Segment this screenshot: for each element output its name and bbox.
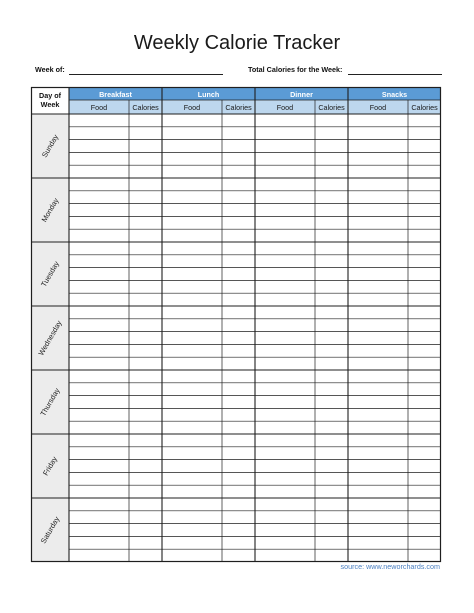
calories-subheader-label: Calories (132, 102, 159, 112)
total-calories-label: Total Calories for the Week: (248, 65, 343, 74)
meal-header-label: Lunch (197, 89, 220, 99)
food-subheader-label: Food (276, 102, 294, 112)
source-credit[interactable]: source: www.neworchards.com (340, 562, 440, 571)
day-label: Thursday (38, 386, 62, 418)
table-gridlines (31, 87, 441, 562)
day-label: Tuesday (39, 259, 61, 289)
meal-header-label: Dinner (290, 89, 313, 99)
meal-header-label: Breakfast (99, 89, 132, 99)
table-border (32, 88, 441, 562)
food-subheader-label: Food (90, 102, 108, 112)
day-label: Wednesday (36, 318, 64, 358)
day-label: Sunday (39, 132, 61, 160)
week-of-field[interactable] (69, 74, 223, 75)
food-subheader-label: Food (369, 102, 387, 112)
total-calories-field[interactable] (348, 74, 442, 75)
page-title: Weekly Calorie Tracker (133, 32, 341, 54)
day-header-line-2: Week (40, 100, 60, 109)
calorie-table (31, 87, 441, 562)
day-label: Saturday (38, 514, 62, 546)
calories-subheader-label: Calories (318, 102, 345, 112)
day-label: Monday (39, 196, 61, 224)
meal-header-label: Snacks (381, 89, 408, 99)
calories-subheader-label: Calories (411, 102, 438, 112)
day-header-line-1: Day of (39, 91, 61, 100)
food-subheader-label: Food (183, 102, 201, 112)
week-of-label: Week of: (35, 65, 65, 74)
calories-subheader-label: Calories (225, 102, 252, 112)
day-label: Friday (40, 454, 60, 478)
